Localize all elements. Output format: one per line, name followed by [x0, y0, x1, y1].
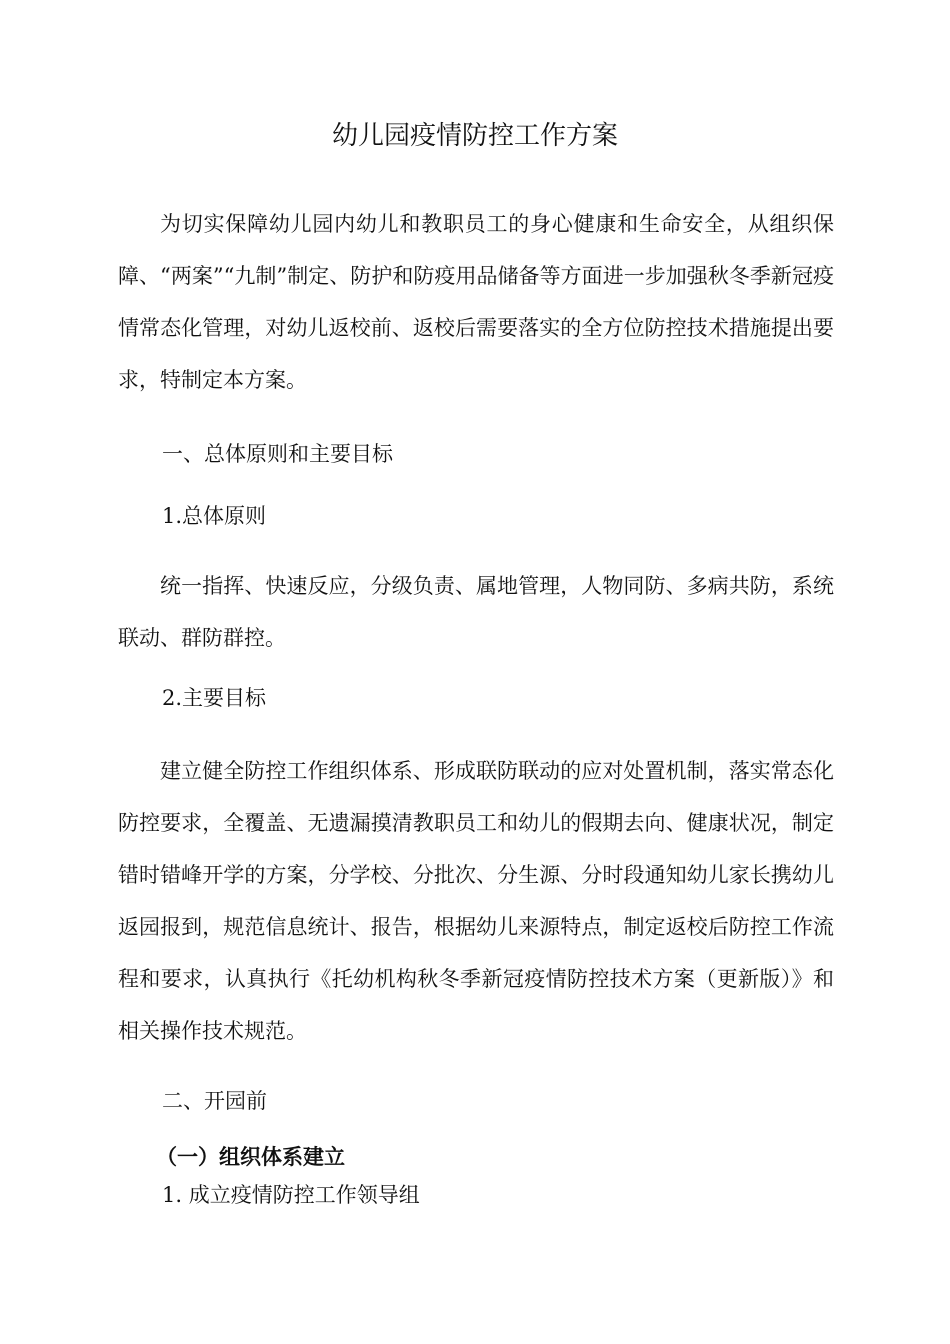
principle-heading: 1.总体原则 — [162, 504, 267, 528]
principle-paragraph: 统一指挥、快速反应，分级负责、属地管理，人物同防、多病共防，系统联动、群防群控。 — [118, 574, 834, 650]
goal-paragraph: 建立健全防控工作组织体系、形成联防联动的应对处置机制，落实常态化防控要求，全覆盖、无遗漏摸清教职员工和幼儿的假期去向、健康状况，制定错时错峰开学的方案，分学校、分批次、分生源、分时段通知幼儿家长携幼儿返园报到，规范信息统计、报告，根据幼儿来源特点，制定返校后防控工作流程和要求，认真执行《托幼机构秋冬季新冠疫情防控技术方案（更新版）》和相关操作技术规范。 — [118, 759, 834, 1043]
list-item-leadership-group: 1. 成立疫情防控工作领导组 — [162, 1183, 420, 1207]
section-1-heading: 一、总体原则和主要目标 — [162, 442, 393, 466]
organization-heading: （一）组织体系建立 — [156, 1145, 345, 1169]
goal-heading: 2.主要目标 — [162, 686, 267, 710]
section-2-heading: 二、开园前 — [162, 1089, 267, 1113]
intro-paragraph: 为切实保障幼儿园内幼儿和教职员工的身心健康和生命安全，从组织保障、“两案”“九制”制定、防护和防疫用品储备等方面进一步加强秋冬季新冠疫情常态化管理，对幼儿返校前、返校后需要落实的全方位防控技术措施提出要求，特制定本方案。 — [118, 212, 834, 392]
document-title: 幼儿园疫情防控工作方案 — [331, 121, 618, 151]
